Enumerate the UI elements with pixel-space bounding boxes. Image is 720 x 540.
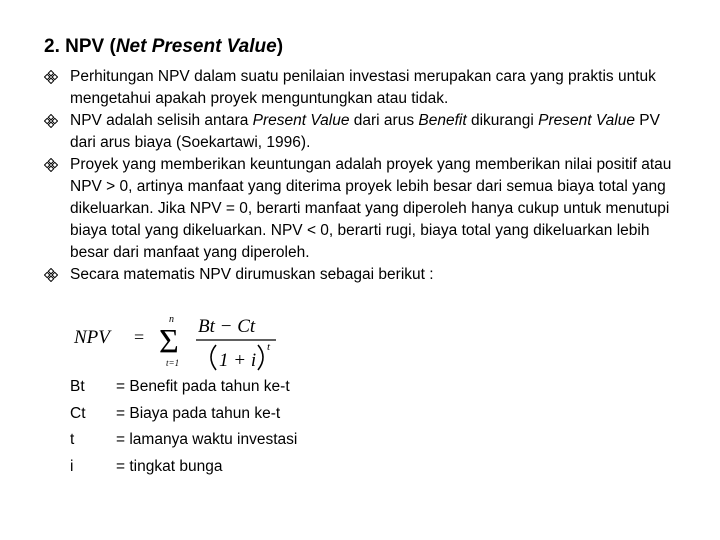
bullet-text-part: Present Value xyxy=(538,112,635,129)
bullet-text-part: Secara matematis NPV dirumuskan sebagai berikut : xyxy=(70,266,434,283)
bullet-text-part: Perhitungan NPV dalam suatu penilaian investasi merupakan cara yang praktis untuk mengetahui apakah proyek menguntungkan atau tidak. xyxy=(70,68,656,107)
bullet-item xyxy=(44,154,684,264)
bullet-item xyxy=(44,264,684,286)
formula-numerator: Bt − Ct xyxy=(198,316,256,337)
definition-meaning: = Benefit pada tahun ke-t xyxy=(116,378,290,395)
definition-symbol: t xyxy=(70,431,75,448)
formula-exponent: t xyxy=(267,341,271,353)
diamond-bullet-icon xyxy=(44,114,58,128)
sum-upper-limit: n xyxy=(169,314,174,325)
bullet-text-part: Proyek yang memberikan keuntungan adalah proyek yang memberikan nilai positif atau NPV > 0, artinya manfaat yang diterima proyek lebih besar dari semua biaya total yang dikeluarkan. Jika NPV = 0, berarti manfaat yang diperoleh hanya cukup untuk menutupi biaya total yang dikeluarkan. NPV < 0, berarti rugi, biaya total yang dikeluarkan lebih besar dari manfaat yang diperoleh. xyxy=(70,156,672,261)
title-suffix: ) xyxy=(276,36,284,57)
bullet-text-part: dari arus xyxy=(349,112,419,129)
npv-formula xyxy=(70,312,290,376)
bullet-item xyxy=(44,66,684,110)
variable-definitions xyxy=(70,374,297,480)
bullet-text-part: PV dari arus biaya (Soekartawi, 1996). xyxy=(70,112,660,151)
definition-meaning: = tingkat bunga xyxy=(116,457,223,475)
left-paren xyxy=(211,345,216,370)
definition-row xyxy=(70,427,297,454)
definition-symbol: i xyxy=(70,457,74,475)
formula-equals: = xyxy=(134,327,145,347)
definition-row xyxy=(70,374,297,401)
diamond-bullet-icon xyxy=(44,158,58,172)
definition-meaning: = lamanya waktu investasi xyxy=(116,431,298,448)
title-italic: Net Present Value xyxy=(115,36,277,57)
diamond-bullet-icon xyxy=(44,268,58,282)
bullet-text-part: Present Value xyxy=(252,112,350,129)
bullet-text-part: dikurangi xyxy=(466,112,539,129)
definition-row xyxy=(70,401,297,428)
right-paren xyxy=(258,345,263,370)
bullet-text-part: NPV adalah selisih antara xyxy=(70,112,253,129)
formula-denominator: 1 + i xyxy=(219,350,257,371)
slide-title xyxy=(44,36,283,58)
formula-lhs: NPV xyxy=(74,327,110,348)
definition-meaning: = Biaya pada tahun ke-t xyxy=(116,404,281,422)
definition-row xyxy=(70,454,297,481)
definition-symbol: Ct xyxy=(70,404,86,422)
definition-symbol: Bt xyxy=(70,378,85,395)
bullet-item xyxy=(44,110,684,154)
diamond-bullet-icon xyxy=(44,70,58,84)
sum-lower-limit: t=1 xyxy=(166,358,180,368)
title-prefix: 2. NPV ( xyxy=(44,36,116,57)
bullet-list xyxy=(44,66,684,286)
bullet-text-part: Benefit xyxy=(418,112,467,129)
sigma-symbol: Σ xyxy=(159,323,179,360)
